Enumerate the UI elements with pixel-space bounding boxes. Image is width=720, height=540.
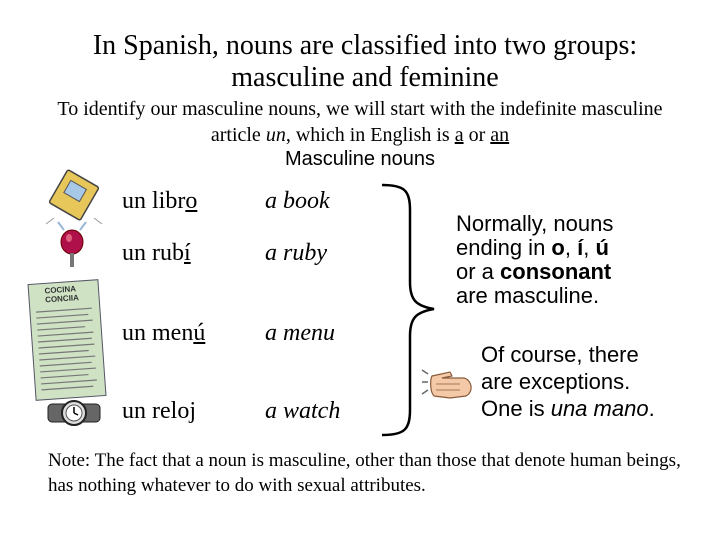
noun-english: a menu: [265, 320, 335, 346]
noun-spanish: [122, 320, 205, 347]
exception-line-3: [481, 395, 711, 422]
rule-line-1: Normally, nouns: [456, 211, 614, 236]
noun-spanish: [122, 188, 197, 215]
intro-part2: , which in English is: [285, 124, 455, 146]
noun-english: a book: [265, 188, 330, 214]
rule-text: [456, 212, 666, 308]
exception-text: [481, 341, 711, 422]
exception-line-1: Of course, there: [481, 342, 639, 367]
noun-english: a watch: [265, 398, 341, 424]
noun-english: a ruby: [265, 240, 327, 266]
noun-ending: ú: [193, 320, 206, 346]
footnote: Note: The fact that a noun is masculine, other than those that denote human beings, has nothing whatever to do with sexual attributes.: [48, 450, 681, 496]
intro-a: a: [454, 124, 464, 146]
noun-ending: í: [184, 240, 191, 266]
menu-card-icon: [24, 278, 110, 402]
ending-i: í: [577, 235, 584, 260]
watch-icon: [46, 396, 102, 430]
noun-stem: un rub: [122, 240, 184, 266]
intro-text: [30, 96, 690, 148]
noun-stem: un libr: [122, 188, 186, 214]
ending-consonant: consonant: [500, 259, 612, 284]
ruby-ring-icon: [52, 218, 92, 270]
noun-spanish: [122, 240, 191, 267]
rule-line-2: [456, 236, 666, 260]
rule-line-3-text: or a: [456, 259, 501, 284]
rule-line-2-text: ending in: [456, 235, 552, 260]
intro-part1: To identify our masculine nouns, we will start with the indefinite masculine article: [57, 98, 663, 146]
slide-title: In Spanish, nouns are classified into two groups: masculine and feminine: [92, 30, 638, 93]
menu-card-title-1: COCINA: [44, 284, 77, 296]
exception-line-3-text: One is: [481, 396, 551, 421]
exception-line-2: are exceptions.: [481, 369, 631, 394]
exception-example: una mano: [550, 396, 649, 421]
menu-card-title-2: CONCIIA: [44, 293, 80, 305]
rule-sep: ,: [564, 235, 578, 260]
intro-part3: or: [463, 124, 491, 146]
noun-stem: un men: [122, 320, 194, 346]
noun-stem: un relo: [122, 398, 190, 424]
noun-ending: j: [189, 398, 196, 424]
ending-u: ú: [595, 235, 609, 260]
intro-an: an: [490, 124, 510, 146]
rule-sep: ,: [583, 235, 596, 260]
exception-period: .: [648, 396, 655, 421]
hand-icon: [420, 362, 476, 406]
intro-article: un: [265, 124, 286, 146]
noun-ending: o: [185, 188, 198, 214]
rule-line-3: [456, 260, 666, 284]
noun-spanish: [122, 398, 196, 425]
rule-line-4: are masculine.: [456, 283, 600, 308]
ending-o: o: [551, 235, 565, 260]
masculine-heading: Masculine nouns: [284, 148, 436, 170]
